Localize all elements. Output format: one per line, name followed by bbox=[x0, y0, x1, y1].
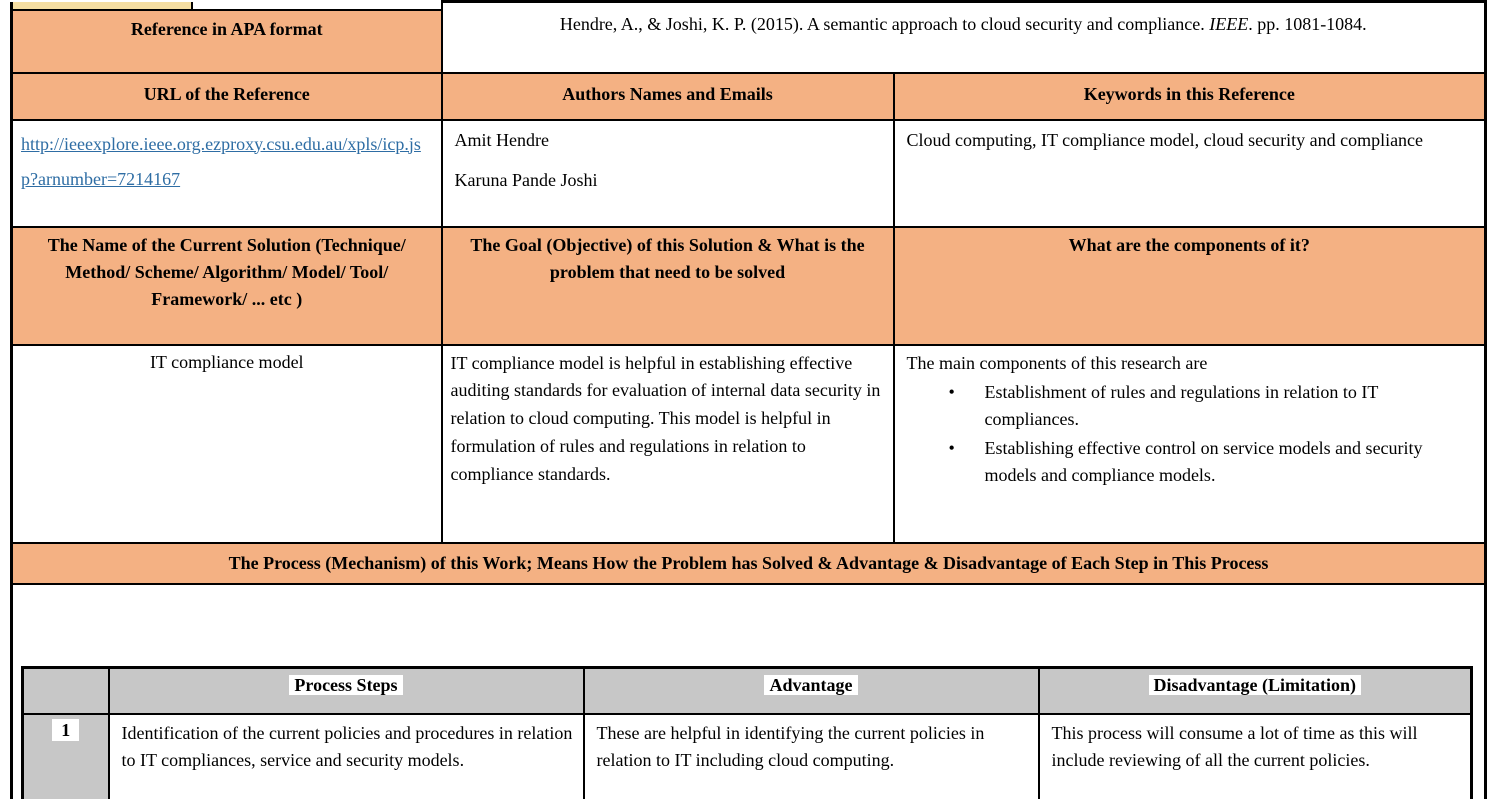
solution-name-cell bbox=[12, 345, 442, 543]
process-step-text: Identification of the current policies and procedures in relation to IT compliances, service and security models. bbox=[121, 722, 573, 770]
apa-reference-journal: IEEE bbox=[1209, 14, 1249, 34]
goal-header-cell bbox=[442, 227, 894, 345]
component-text: Establishment of rules and regulations in relation to IT compliances. bbox=[984, 381, 1379, 429]
keywords-text: Cloud computing, IT compliance model, cloud security and compliance bbox=[906, 129, 1424, 150]
apa-format-header-cell bbox=[12, 2, 442, 73]
process-table bbox=[21, 666, 1473, 799]
process-band-cell bbox=[12, 543, 1486, 584]
process-row bbox=[23, 714, 1472, 799]
process-band-title: The Process (Mechanism) of this Work; Means How the Problem has Solved & Advantage & Disadvantage of Each Step in This Process bbox=[228, 552, 1269, 573]
component-list-item bbox=[907, 379, 1473, 433]
disadvantage-cell bbox=[1039, 714, 1472, 799]
previous-row-yellow-cell bbox=[13, 2, 193, 9]
author-name: Karuna Pande Joshi bbox=[454, 169, 598, 190]
goal-header-label: The Goal (Objective) of this Solution & What is the problem that need to be solved bbox=[470, 234, 865, 282]
reference-table bbox=[10, 0, 1487, 799]
url-header-cell bbox=[12, 73, 442, 120]
component-list-item bbox=[907, 435, 1473, 489]
disadvantage-header-cell bbox=[1039, 667, 1472, 714]
disadvantage-text: This process will consume a lot of time as this will include reviewing of all the current policies. bbox=[1051, 722, 1418, 770]
advantage-cell bbox=[584, 714, 1039, 799]
reference-link[interactable]: http://ieeexplore.ieee.org.ezproxy.csu.edu.au/xpls/icp.jsp?arnumber=7214167 bbox=[21, 133, 421, 189]
solution-name-header-cell bbox=[12, 227, 442, 345]
components-cell bbox=[894, 345, 1486, 543]
process-steps-header-cell bbox=[109, 667, 584, 714]
process-area-cell bbox=[12, 584, 1486, 799]
components-header-label: What are the components of it? bbox=[1068, 234, 1310, 255]
apa-reference-text: Hendre, A., & Joshi, K. P. (2015). A semantic approach to cloud security and compliance. bbox=[559, 14, 1210, 34]
bullet-icon: • bbox=[948, 437, 955, 458]
apa-format-label: Reference in APA format bbox=[130, 18, 323, 39]
step-number-header-cell bbox=[23, 667, 109, 714]
keywords-header-cell bbox=[894, 73, 1486, 120]
process-step-cell bbox=[109, 714, 584, 799]
previous-row-sliver bbox=[13, 2, 441, 11]
step-number-cell bbox=[23, 714, 109, 799]
process-table-holder bbox=[13, 585, 1484, 799]
author-name: Amit Hendre bbox=[454, 129, 549, 150]
components-intro: The main components of this research are bbox=[906, 352, 1208, 373]
step-number: 1 bbox=[52, 719, 79, 741]
goal-text: IT compliance model is helpful in establishing effective auditing standards for evaluation of internal data security in relation to cloud computing. This model is helpful in formulation of rules and regulations in relation to compliance standards. bbox=[450, 352, 881, 485]
solution-name-text: IT compliance model bbox=[149, 351, 304, 372]
disadvantage-header-label: Disadvantage (Limitation) bbox=[1149, 675, 1362, 695]
keywords-cell bbox=[894, 120, 1486, 227]
url-cell bbox=[12, 120, 442, 227]
component-text: Establishing effective control on service models and security models and compliance models. bbox=[984, 437, 1423, 485]
apa-reference-pages: . pp. 1081-1084. bbox=[1248, 14, 1367, 34]
advantage-text: These are helpful in identifying the current policies in relation to IT including cloud computing. bbox=[596, 722, 985, 770]
advantage-header-label: Advantage bbox=[764, 675, 857, 695]
bullet-icon: • bbox=[948, 381, 955, 402]
advantage-header-cell bbox=[584, 667, 1039, 714]
components-header-cell bbox=[894, 227, 1486, 345]
authors-cell bbox=[442, 120, 894, 227]
process-steps-header-label: Process Steps bbox=[289, 675, 402, 695]
url-header-label: URL of the Reference bbox=[143, 83, 310, 104]
keywords-header-label: Keywords in this Reference bbox=[1083, 83, 1295, 104]
goal-cell bbox=[442, 345, 894, 543]
solution-name-header-label: The Name of the Current Solution (Technique/ Method/ Scheme/ Algorithm/ Model/ Tool/ Framework/ ... etc ) bbox=[47, 234, 406, 309]
authors-header-cell bbox=[442, 73, 894, 120]
authors-header-label: Authors Names and Emails bbox=[562, 83, 773, 104]
apa-reference-cell bbox=[442, 2, 1486, 73]
